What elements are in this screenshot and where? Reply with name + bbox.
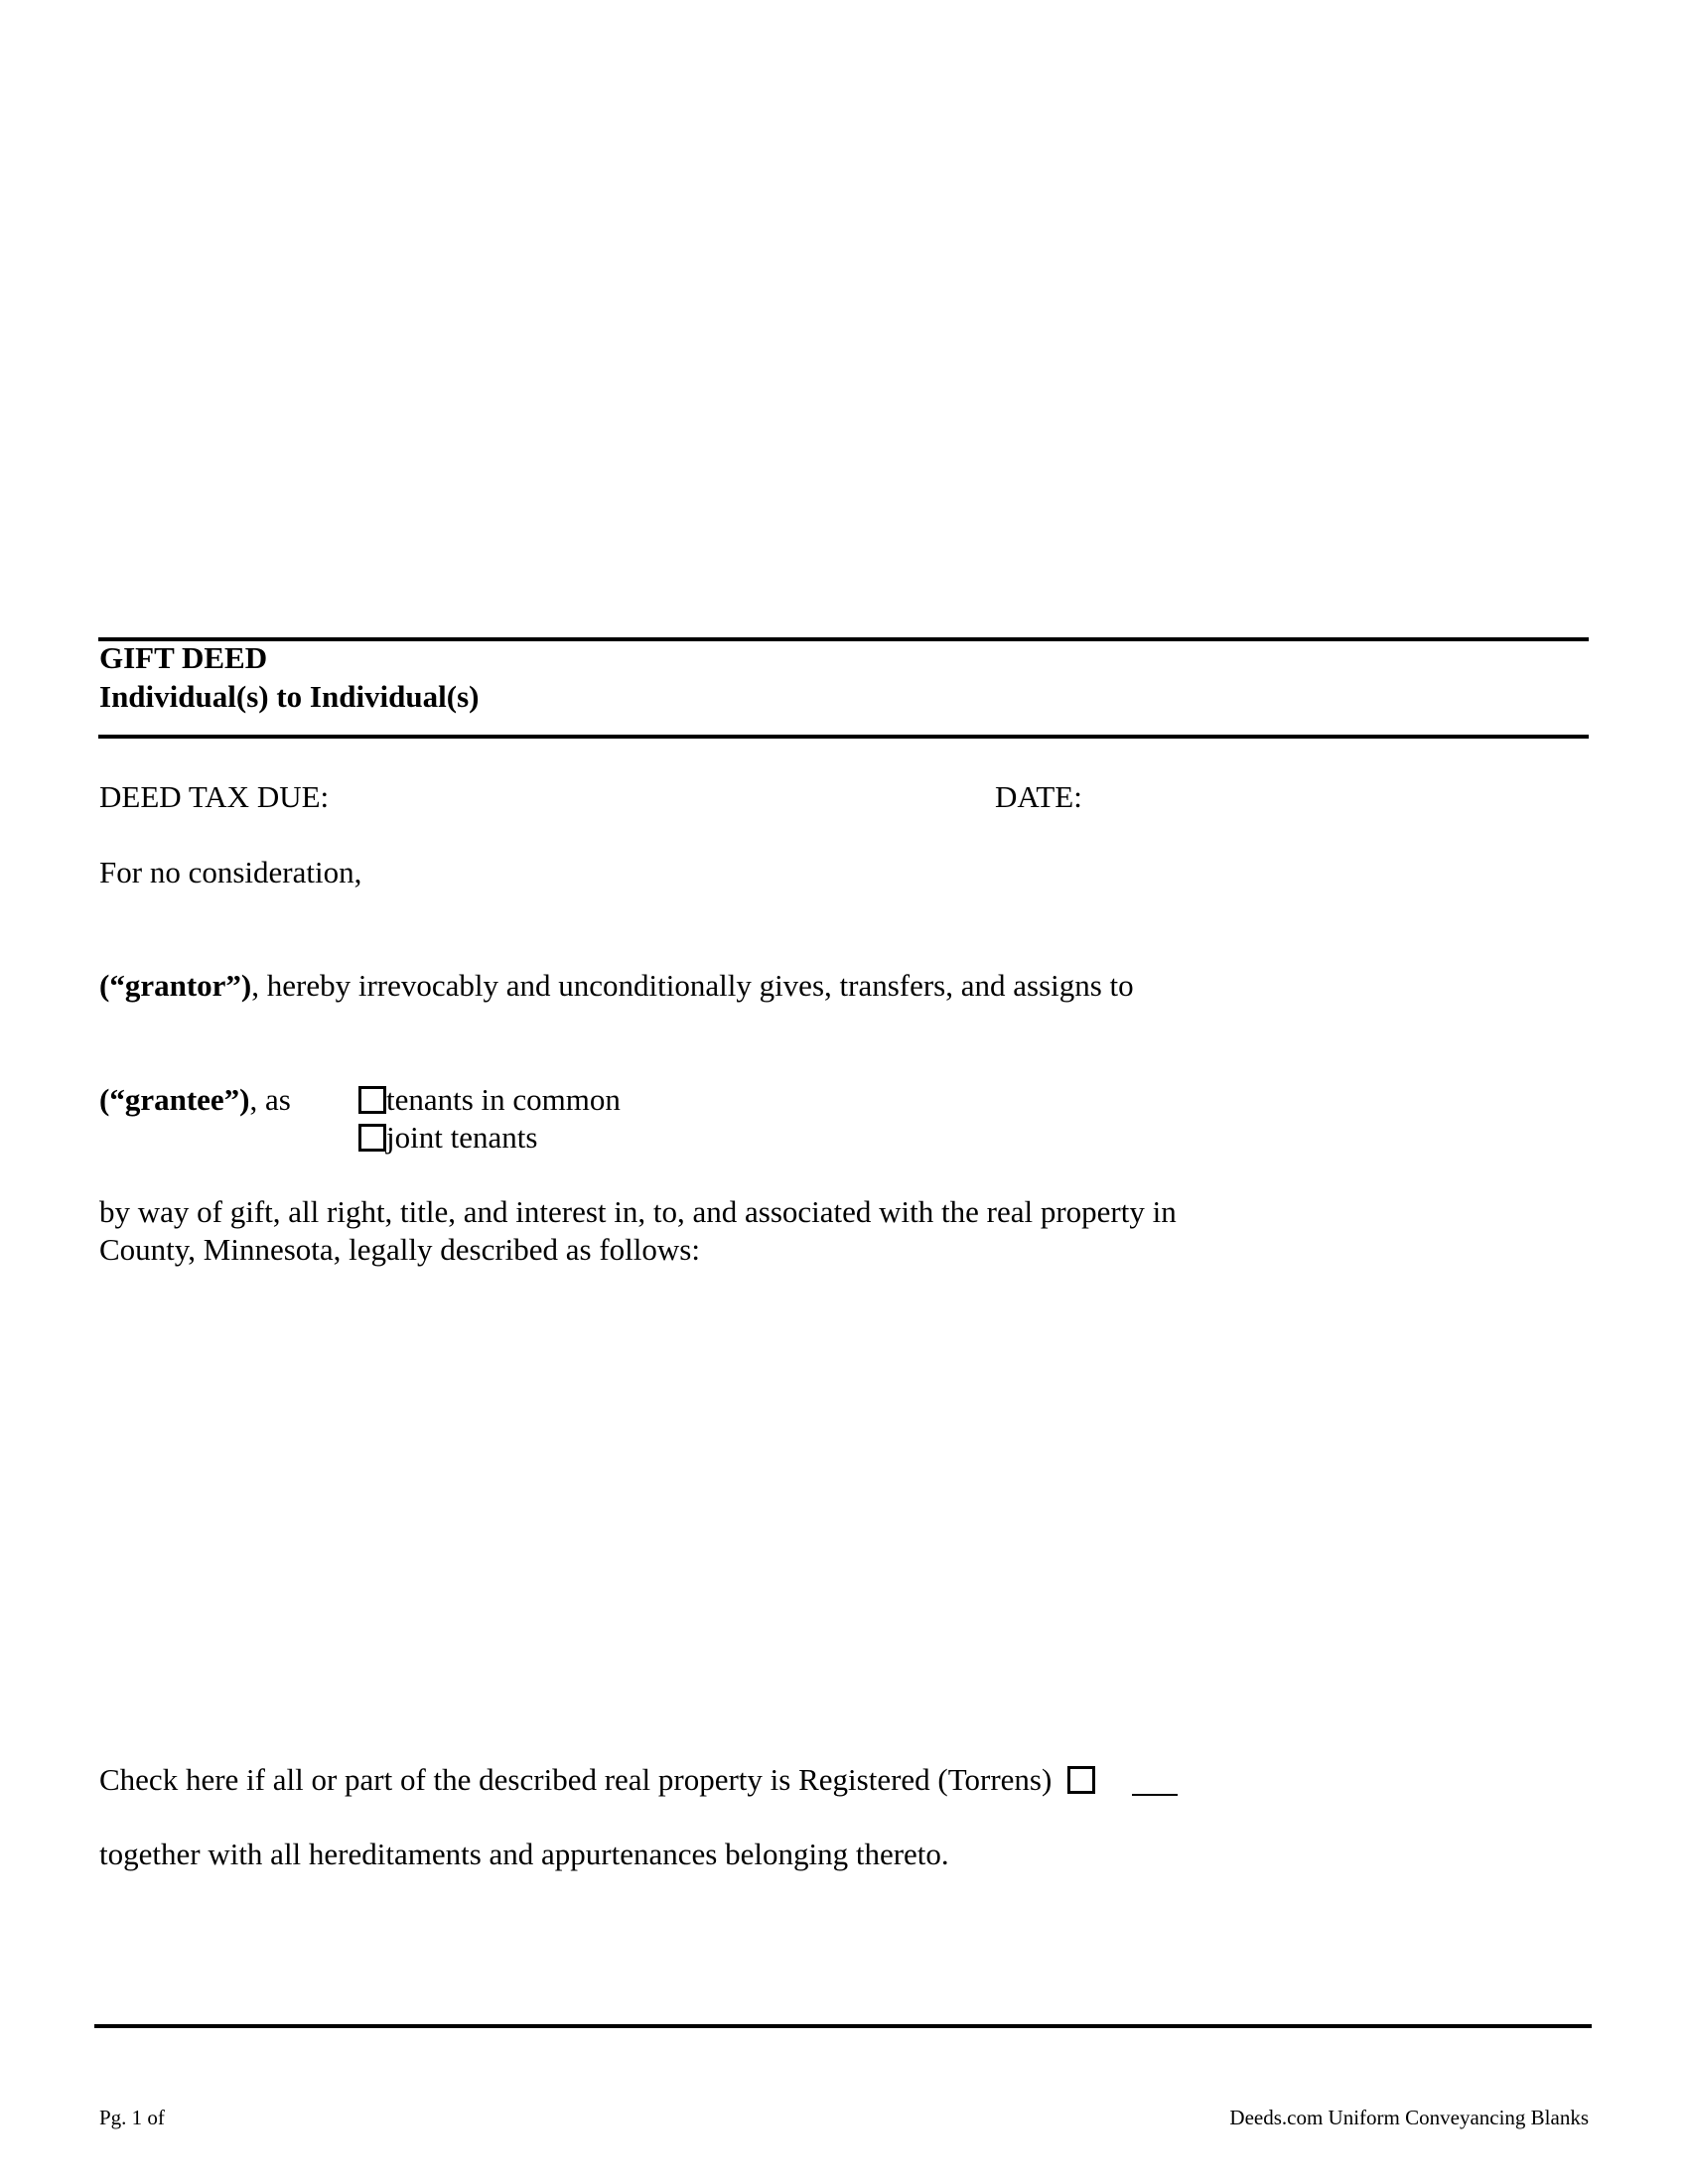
grantor-text: , hereby irrevocably and unconditionally gives, transfers, and assigns to bbox=[251, 968, 1134, 1003]
consideration-text: For no consideration, bbox=[99, 855, 362, 889]
document-subtitle: Individual(s) to Individual(s) bbox=[99, 679, 480, 714]
hereditaments-text: together with all hereditaments and appurtenances belonging thereto. bbox=[99, 1837, 949, 1871]
tenants-in-common-checkbox[interactable] bbox=[358, 1086, 386, 1114]
torrens-text: Check here if all or part of the described real property is Registered (Torrens) bbox=[99, 1762, 1053, 1797]
tenancy-option-joint-tenants[interactable] bbox=[358, 1119, 537, 1157]
torrens-line bbox=[99, 1761, 1095, 1799]
grantee-term: (“grantee”) bbox=[99, 1082, 250, 1117]
title-bottom-rule bbox=[98, 735, 1589, 739]
tenancy-option-tenants-in-common[interactable] bbox=[358, 1081, 621, 1119]
document-title: GIFT DEED bbox=[99, 640, 268, 675]
date-label: DATE: bbox=[995, 779, 1082, 814]
property-text-line1: by way of gift, all right, title, and interest in, to, and associated with the real property in bbox=[99, 1194, 1177, 1229]
page-number: Pg. 1 of bbox=[99, 2106, 165, 2129]
grantor-line bbox=[99, 967, 1134, 1005]
property-text-line2: County, Minnesota, legally described as follows: bbox=[99, 1232, 700, 1267]
deed-tax-due-label: DEED TAX DUE: bbox=[99, 779, 330, 814]
footer-source: Deeds.com Uniform Conveyancing Blanks bbox=[1229, 2106, 1589, 2129]
joint-tenants-checkbox[interactable] bbox=[358, 1124, 386, 1152]
torrens-underline bbox=[1132, 1794, 1178, 1796]
tenants-in-common-label: tenants in common bbox=[386, 1082, 621, 1117]
footer-rule bbox=[94, 2024, 1592, 2028]
grantor-term: (“grantor”) bbox=[99, 968, 252, 1003]
torrens-checkbox[interactable] bbox=[1067, 1766, 1095, 1794]
grantee-text: , as bbox=[249, 1082, 291, 1117]
grantee-line bbox=[99, 1081, 291, 1119]
joint-tenants-label: joint tenants bbox=[386, 1120, 538, 1155]
top-rule bbox=[98, 637, 1589, 641]
